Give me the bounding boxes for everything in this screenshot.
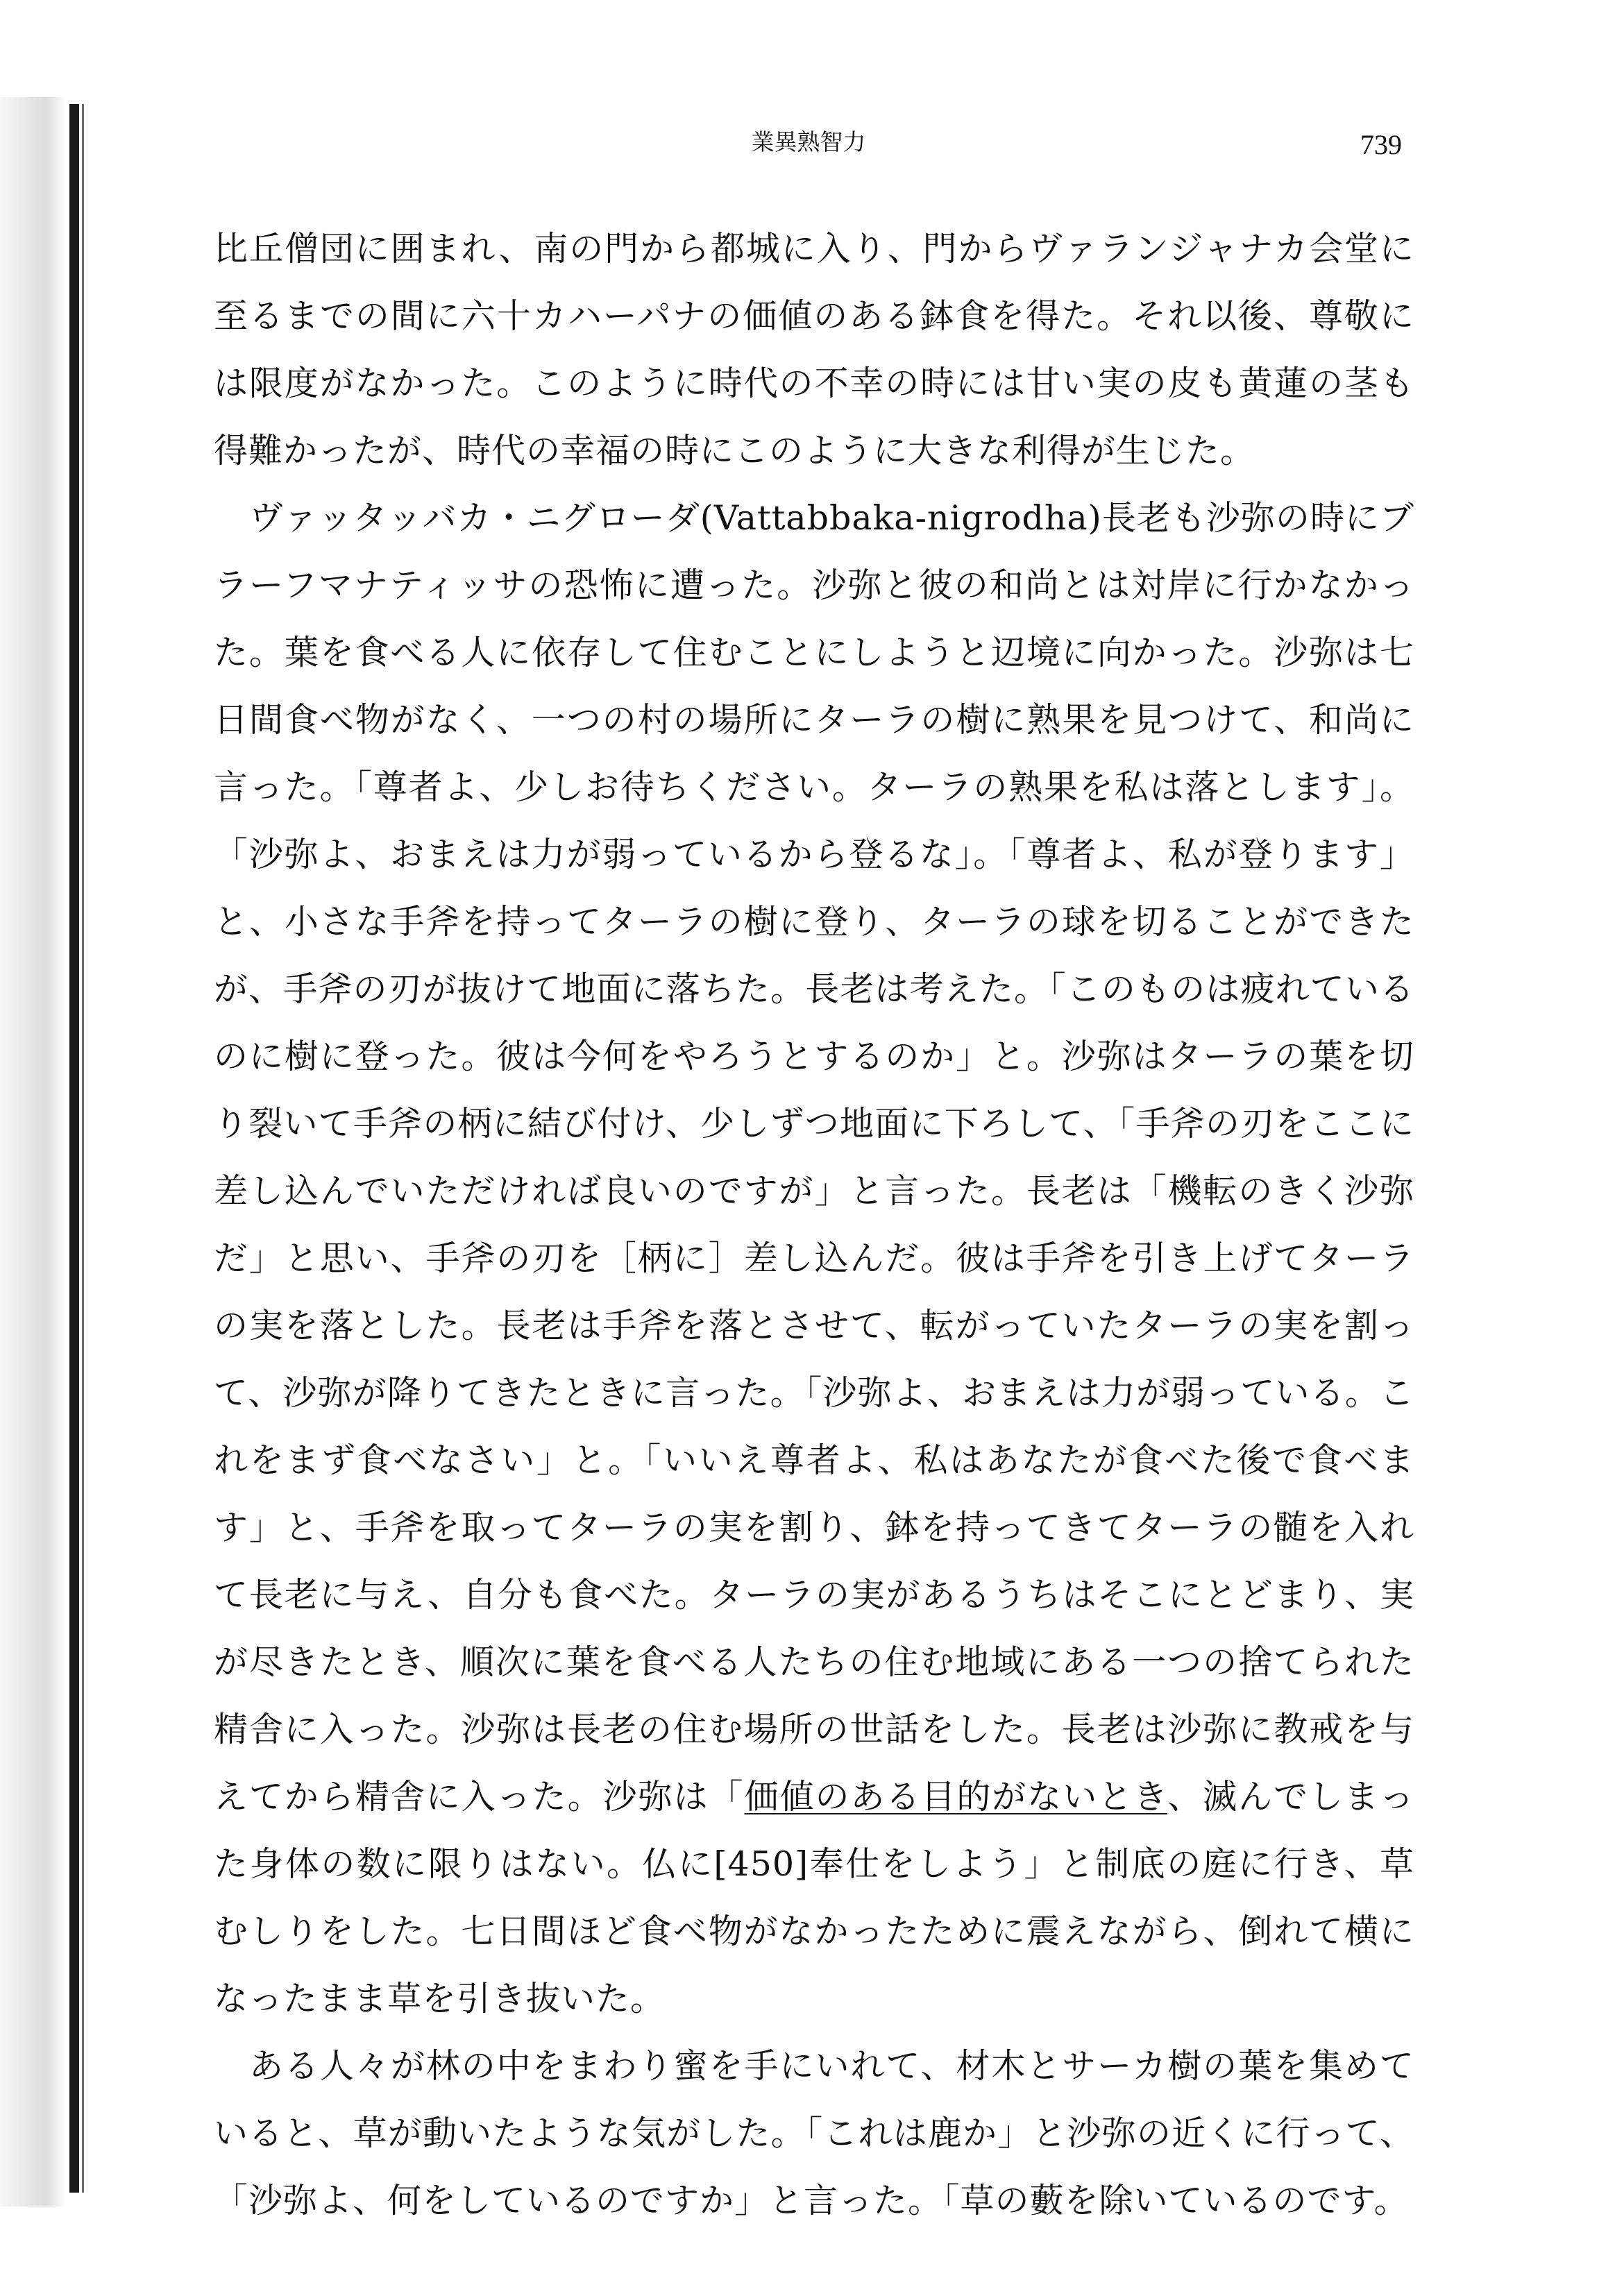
body-text	[214, 215, 1414, 2234]
page-number: 739	[1360, 129, 1402, 160]
underlined-phrase: 価値のある目的がないとき	[744, 1777, 1168, 1817]
page-header	[215, 125, 1402, 173]
paragraph-3	[214, 2032, 1414, 2234]
page-spine-edge	[82, 104, 84, 2193]
paragraph-2	[214, 484, 1414, 2032]
paragraph-1-text: 比丘僧団に囲まれ、南の門から都城に入り、門からヴァランジャナカ会堂に至るまでの間に六十カハーパナの価値のある鉢食を得た。それ以後、尊敬には限度がなかった。このように時代の不幸の時には甘い実の皮も黄蓮の茎も得難かったが、時代の幸福の時にこのように大きな利得が生じた。	[214, 229, 1414, 470]
page-spine-shadow	[0, 97, 66, 2206]
paragraph-3-text: ある人々が林の中をまわり蜜を手にいれて、材木とサーカ樹の葉を集めていると、草が動いたような気がした。「これは鹿か」と沙弥の近くに行って、「沙弥よ、何をしているのですか」と言った。「草の藪を除いているのです。	[214, 2046, 1414, 2220]
page-spine-line	[69, 104, 79, 2193]
running-title: 業異熟智力	[751, 128, 866, 155]
paragraph-2-text-a: ヴァッタッバカ・ニグローダ(Vattabbaka-nigrodha)長老も沙弥の時にブラーフマナティッサの恐怖に遭った。沙弥と彼の和尚とは対岸に行かなかった。葉を食べる人に依存して住むことにしようと辺境に向かった。沙弥は七日間食べ物がなく、一つの村の場所にターラの樹に熟果を見つけて、和尚に言った。「尊者よ、少しお待ちください。ターラの熟果を私は落とします」。「沙弥よ、おまえは力が弱っているから登るな」。「尊者よ、私が登ります」と、小さな手斧を持ってターラの樹に登り、ターラの球を切ることができたが、手斧の刃が抜けて地面に落ちた。長老は考えた。「このものは疲れているのに樹に登った。彼は今何をやろうとするのか」と。沙弥はターラの葉を切り裂いて手斧の柄に結び付け、少しずつ地面に下ろして、「手斧の刃をここに差し込んでいただければ良いのですが」と言った。長老は「機転のきく沙弥だ」と思い、手斧の刃を［柄に］差し込んだ。彼は手斧を引き上げてターラの実を落とした。長老は手斧を落とさせて、転がっていたターラの実を割って、沙弥が降りてきたときに言った。「沙弥よ、おまえは力が弱っている。これをまず食べなさい」と。「いいえ尊者よ、私はあなたが食べた後で食べます」と、手斧を取ってターラの実を割り、鉢を持ってきてターラの髄を入れて長老に与え、自分も食べた。ターラの実があるうちはそこにとどまり、実が尽きたとき、順次に葉を食べる人たちの住む地域にある一つの捨てられた精舎に入った。沙弥は長老の住む場所の世話をした。長老は沙弥に教戒を与えてから精舎に入った。沙弥は「	[214, 498, 1414, 1817]
paragraph-2-text-b: 、滅んでしまった身体の数に限りはない。仏に[450]奉仕をしよう」と制底の庭に行き、草むしりをした。七日間ほど食べ物がなかったために震えながら、倒れて横になったまま草を引き抜いた。	[214, 1777, 1414, 2018]
paragraph-1	[214, 215, 1414, 484]
